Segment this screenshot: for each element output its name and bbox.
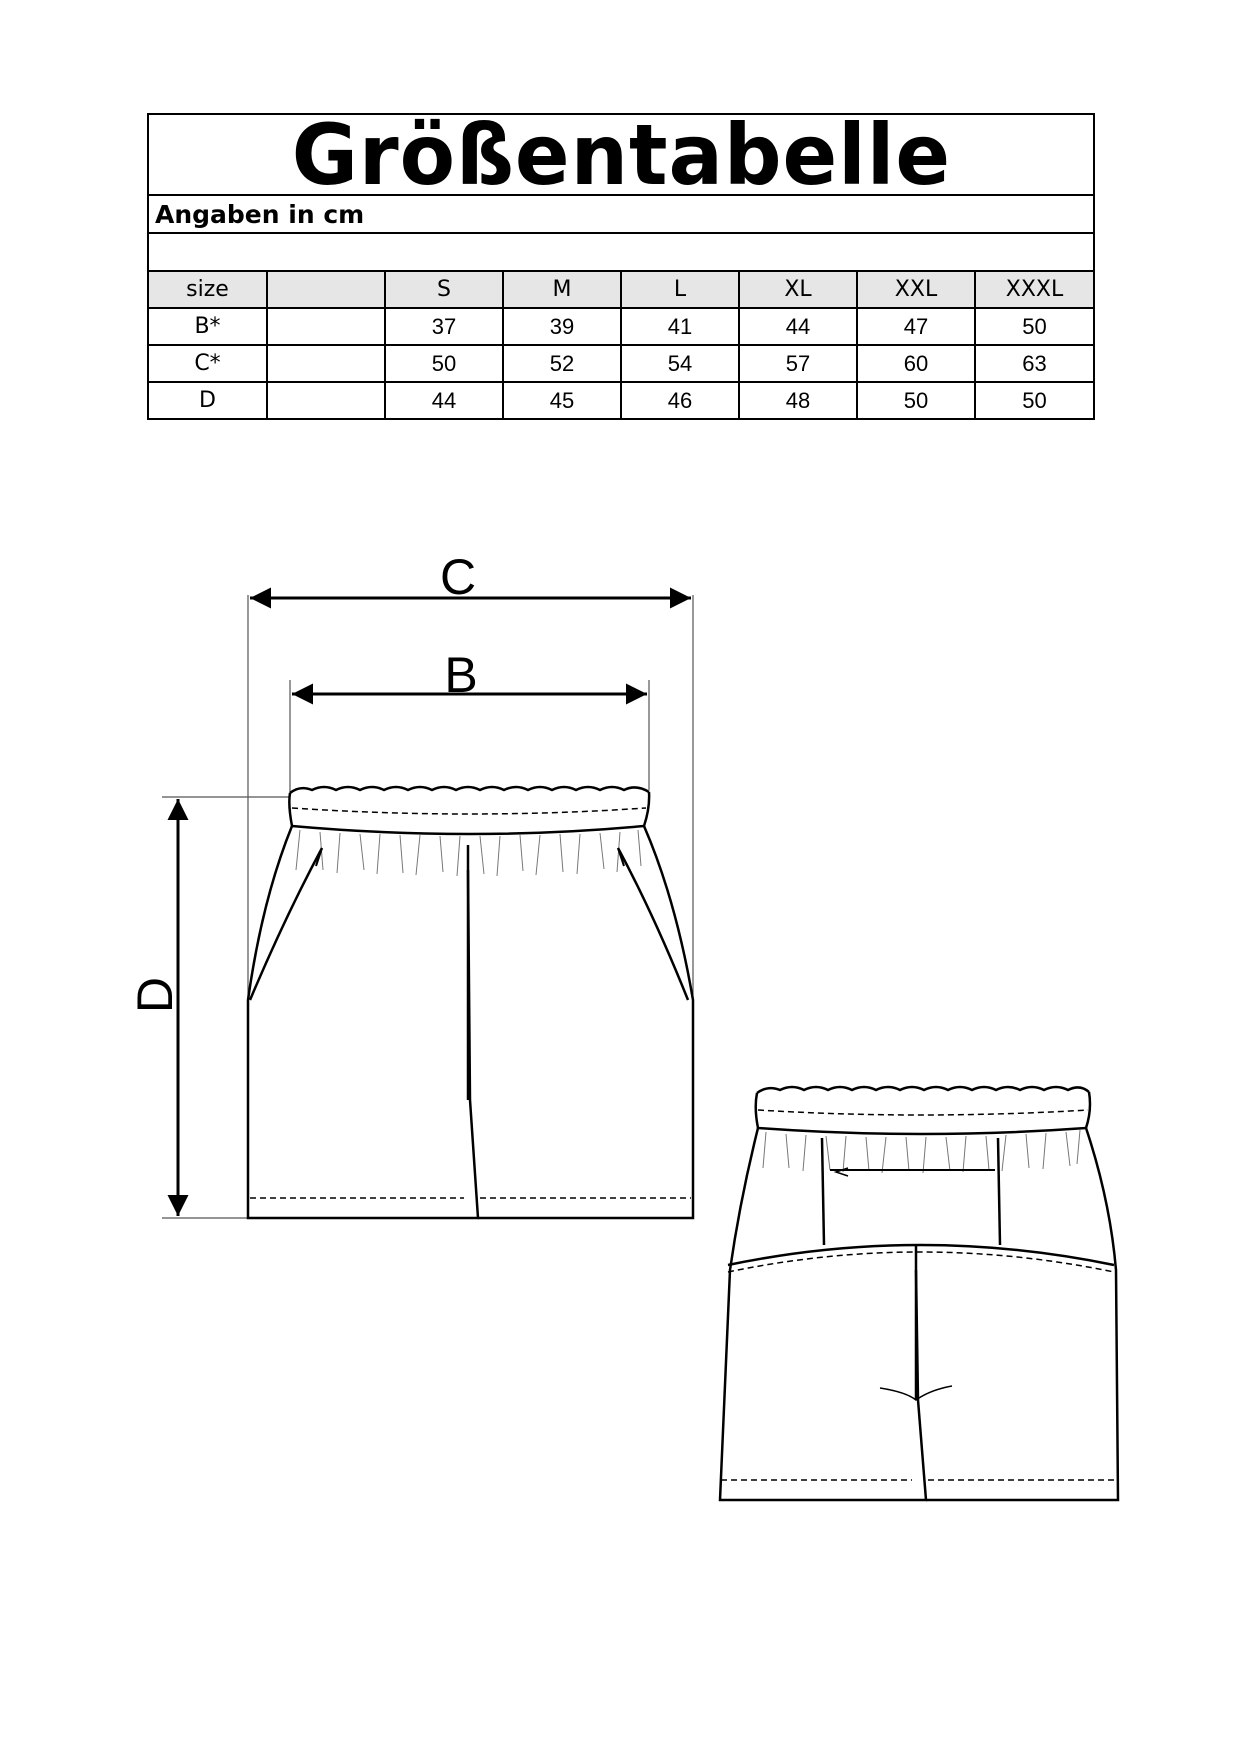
label-c: C	[439, 549, 477, 605]
header-cell-xxxl: XXXL	[975, 272, 1093, 308]
table-subtitle: Angaben in cm	[155, 199, 365, 229]
table-cell: 50	[975, 382, 1093, 418]
table-cell: 47	[857, 308, 975, 345]
table-cell: 50	[385, 345, 503, 382]
header-cell-xl: XL	[739, 272, 857, 308]
dimension-c	[248, 549, 693, 1000]
table-cell: 44	[739, 308, 857, 345]
table-cell: 52	[503, 345, 621, 382]
shorts-back-view	[720, 1087, 1118, 1500]
shorts-front-view	[248, 787, 693, 1218]
dimension-d	[127, 797, 290, 1218]
dimension-b	[290, 647, 649, 795]
table-cell: 44	[385, 382, 503, 418]
header-cell-size: size	[149, 272, 267, 308]
table-cell: 50	[975, 308, 1093, 345]
table-cell: 39	[503, 308, 621, 345]
label-d: D	[127, 976, 183, 1014]
table-cell: 45	[503, 382, 621, 418]
row-label: B*	[149, 308, 267, 345]
table-cell: 37	[385, 308, 503, 345]
table-cell: 41	[621, 308, 739, 345]
table-cell: 48	[739, 382, 857, 418]
header-cell-l: L	[621, 272, 739, 308]
table-cell: 57	[739, 345, 857, 382]
table-cell: 60	[857, 345, 975, 382]
label-b: B	[444, 647, 478, 703]
table-cell: 50	[857, 382, 975, 418]
row-label: C*	[149, 345, 267, 382]
header-cell-s: S	[385, 272, 503, 308]
row-label: D	[149, 382, 267, 418]
table-cell: 54	[621, 345, 739, 382]
table-cell: 63	[975, 345, 1093, 382]
table-title: Größentabelle	[291, 105, 951, 204]
header-cell-xxl: XXL	[857, 272, 975, 308]
header-cell-m: M	[503, 272, 621, 308]
table-cell: 46	[621, 382, 739, 418]
